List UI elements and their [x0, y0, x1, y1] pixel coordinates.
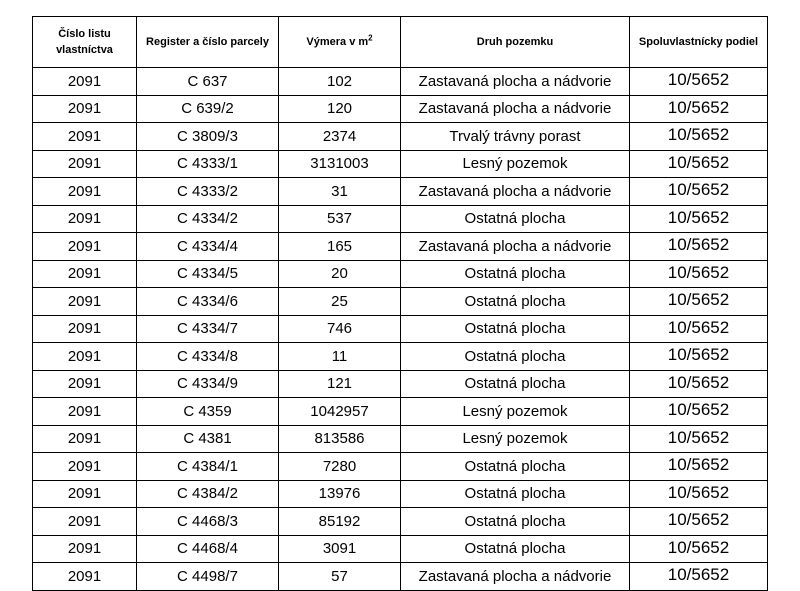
cell-share: 10/5652 — [630, 480, 768, 508]
cell-share: 10/5652 — [630, 205, 768, 233]
table-row — [33, 123, 768, 151]
cell-share: 10/5652 — [630, 370, 768, 398]
table-row — [33, 343, 768, 371]
header-area — [279, 17, 401, 68]
cell-parcel: C 4381 — [137, 425, 279, 453]
cell-ownership-sheet-number: 2091 — [33, 563, 137, 591]
table-row — [33, 480, 768, 508]
cell-area: 7280 — [279, 453, 401, 481]
cell-area: 85192 — [279, 508, 401, 536]
header-area-label: Výmera v m — [306, 36, 369, 48]
cell-parcel: C 4334/2 — [137, 205, 279, 233]
cell-ownership-sheet-number: 2091 — [33, 343, 137, 371]
table-row — [33, 563, 768, 591]
cell-ownership-sheet-number: 2091 — [33, 288, 137, 316]
cell-area: 1042957 — [279, 398, 401, 426]
header-row — [33, 17, 768, 68]
cell-area: 120 — [279, 95, 401, 123]
cell-share: 10/5652 — [630, 260, 768, 288]
table-row — [33, 260, 768, 288]
cell-ownership-sheet-number: 2091 — [33, 508, 137, 536]
cell-land-type: Lesný pozemok — [401, 425, 630, 453]
table-row — [33, 178, 768, 206]
header-col1-line1: Číslo listu — [58, 28, 111, 40]
cell-area: 165 — [279, 233, 401, 261]
header-land-type: Druh pozemku — [401, 17, 630, 68]
cell-parcel: C 4359 — [137, 398, 279, 426]
table-row — [33, 453, 768, 481]
cell-ownership-sheet-number: 2091 — [33, 150, 137, 178]
cell-ownership-sheet-number: 2091 — [33, 370, 137, 398]
cell-land-type: Ostatná plocha — [401, 288, 630, 316]
table-row — [33, 370, 768, 398]
cell-ownership-sheet-number: 2091 — [33, 260, 137, 288]
header-co-ownership-share: Spoluvlastnícky podiel — [630, 17, 768, 68]
cell-share: 10/5652 — [630, 95, 768, 123]
cell-land-type: Ostatná plocha — [401, 343, 630, 371]
cell-share: 10/5652 — [630, 315, 768, 343]
cell-share: 10/5652 — [630, 233, 768, 261]
cell-land-type: Ostatná plocha — [401, 205, 630, 233]
cell-parcel: C 4334/4 — [137, 233, 279, 261]
cell-share: 10/5652 — [630, 398, 768, 426]
cell-parcel: C 3809/3 — [137, 123, 279, 151]
cell-area: 3091 — [279, 535, 401, 563]
cell-land-type: Ostatná plocha — [401, 260, 630, 288]
cell-ownership-sheet-number: 2091 — [33, 95, 137, 123]
cell-area: 25 — [279, 288, 401, 316]
table-header — [33, 17, 768, 68]
cell-area: 3131003 — [279, 150, 401, 178]
cell-area: 813586 — [279, 425, 401, 453]
cell-land-type: Lesný pozemok — [401, 150, 630, 178]
table-row — [33, 398, 768, 426]
cell-land-type: Ostatná plocha — [401, 315, 630, 343]
cell-land-type: Trvalý trávny porast — [401, 123, 630, 151]
table-row — [33, 288, 768, 316]
cell-area: 13976 — [279, 480, 401, 508]
cell-share: 10/5652 — [630, 68, 768, 96]
cell-share: 10/5652 — [630, 535, 768, 563]
cell-land-type: Ostatná plocha — [401, 535, 630, 563]
cell-area: 11 — [279, 343, 401, 371]
header-col1-line2: vlastníctva — [56, 44, 113, 56]
cell-parcel: C 4468/4 — [137, 535, 279, 563]
cell-parcel: C 4334/9 — [137, 370, 279, 398]
cell-parcel: C 639/2 — [137, 95, 279, 123]
cell-parcel: C 4334/8 — [137, 343, 279, 371]
cell-area: 537 — [279, 205, 401, 233]
cell-share: 10/5652 — [630, 343, 768, 371]
table-row — [33, 425, 768, 453]
cell-ownership-sheet-number: 2091 — [33, 68, 137, 96]
cell-ownership-sheet-number: 2091 — [33, 480, 137, 508]
table-row — [33, 508, 768, 536]
cell-share: 10/5652 — [630, 123, 768, 151]
cell-parcel: C 4334/6 — [137, 288, 279, 316]
cell-ownership-sheet-number: 2091 — [33, 315, 137, 343]
cell-ownership-sheet-number: 2091 — [33, 123, 137, 151]
header-parcel-register: Register a číslo parcely — [137, 17, 279, 68]
parcel-table — [32, 16, 768, 591]
cell-area: 31 — [279, 178, 401, 206]
cell-area: 2374 — [279, 123, 401, 151]
cell-land-type: Ostatná plocha — [401, 480, 630, 508]
table-row — [33, 233, 768, 261]
table-body — [33, 68, 768, 591]
cell-ownership-sheet-number: 2091 — [33, 425, 137, 453]
cell-land-type: Ostatná plocha — [401, 508, 630, 536]
cell-share: 10/5652 — [630, 508, 768, 536]
cell-area: 20 — [279, 260, 401, 288]
cell-parcel: C 4333/2 — [137, 178, 279, 206]
cell-parcel: C 4384/1 — [137, 453, 279, 481]
table-row — [33, 315, 768, 343]
cell-parcel: C 4333/1 — [137, 150, 279, 178]
table-row — [33, 68, 768, 96]
cell-parcel: C 4498/7 — [137, 563, 279, 591]
header-area-superscript: 2 — [368, 33, 373, 43]
cell-land-type: Ostatná plocha — [401, 453, 630, 481]
cell-parcel: C 637 — [137, 68, 279, 96]
cell-share: 10/5652 — [630, 453, 768, 481]
cell-land-type: Zastavaná plocha a nádvorie — [401, 233, 630, 261]
cell-parcel: C 4468/3 — [137, 508, 279, 536]
cell-land-type: Zastavaná plocha a nádvorie — [401, 68, 630, 96]
table-row — [33, 535, 768, 563]
cell-share: 10/5652 — [630, 178, 768, 206]
cell-area: 57 — [279, 563, 401, 591]
cell-ownership-sheet-number: 2091 — [33, 205, 137, 233]
cell-parcel: C 4384/2 — [137, 480, 279, 508]
cell-share: 10/5652 — [630, 425, 768, 453]
cell-area: 102 — [279, 68, 401, 96]
cell-area: 121 — [279, 370, 401, 398]
cell-land-type: Lesný pozemok — [401, 398, 630, 426]
cell-share: 10/5652 — [630, 150, 768, 178]
cell-land-type: Zastavaná plocha a nádvorie — [401, 95, 630, 123]
cell-ownership-sheet-number: 2091 — [33, 233, 137, 261]
cell-parcel: C 4334/7 — [137, 315, 279, 343]
header-ownership-sheet-number — [33, 17, 137, 68]
cell-ownership-sheet-number: 2091 — [33, 535, 137, 563]
cell-area: 746 — [279, 315, 401, 343]
cell-parcel: C 4334/5 — [137, 260, 279, 288]
cell-land-type: Ostatná plocha — [401, 370, 630, 398]
table-row — [33, 205, 768, 233]
cell-ownership-sheet-number: 2091 — [33, 178, 137, 206]
cell-ownership-sheet-number: 2091 — [33, 398, 137, 426]
cell-land-type: Zastavaná plocha a nádvorie — [401, 178, 630, 206]
cell-share: 10/5652 — [630, 288, 768, 316]
table-row — [33, 150, 768, 178]
table-row — [33, 95, 768, 123]
cell-land-type: Zastavaná plocha a nádvorie — [401, 563, 630, 591]
cell-share: 10/5652 — [630, 563, 768, 591]
cell-ownership-sheet-number: 2091 — [33, 453, 137, 481]
